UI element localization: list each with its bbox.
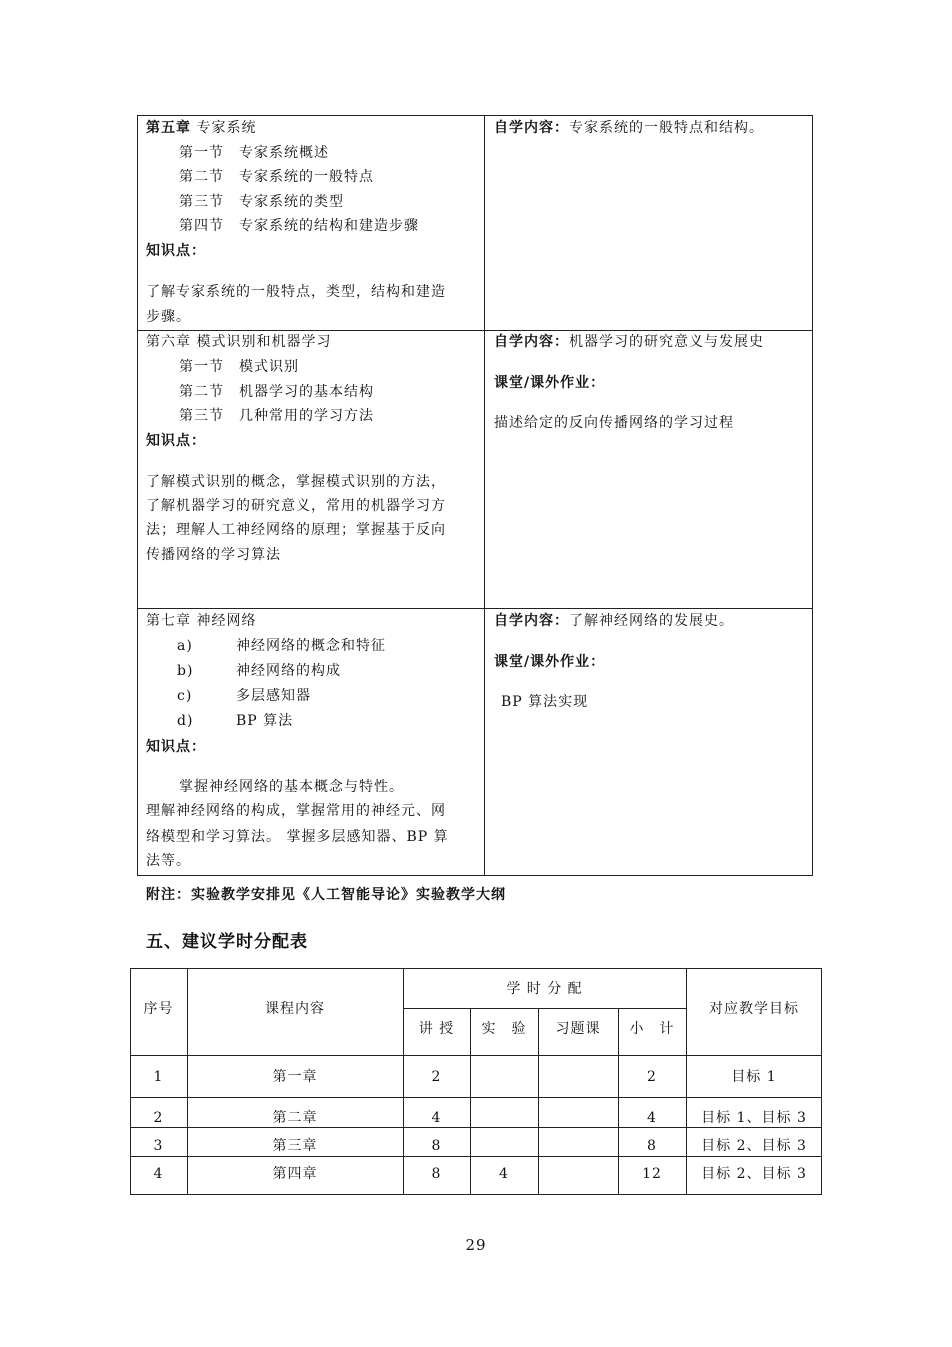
ch7-item-marker: c)	[177, 688, 193, 704]
ch6-kp-line: 了解模式识别的概念，掌握模式识别的方法，	[146, 474, 446, 490]
ch5-kp-line: 步骤。	[146, 309, 191, 325]
page-number: 29	[465, 1236, 487, 1254]
header-goal: 对应教学目标	[709, 1001, 799, 1017]
ch6-kp-line: 了解机器学习的研究意义，常用的机器学习方	[146, 498, 446, 514]
lab-note: 附注：实验教学安排见《人工智能导论》实验教学大纲	[146, 887, 506, 903]
header-no: 序号	[143, 1001, 174, 1017]
ch7-heading: 第七章 神经网络	[146, 613, 257, 629]
ch7-item-marker: b)	[177, 663, 194, 679]
ch5-kp-line: 了解专家系统的一般特点，类型，结构和建造	[146, 284, 446, 300]
ch6-self-study: 自学内容：机器学习的研究意义与发展史	[494, 334, 764, 350]
ch7-kp-line: 掌握神经网络的基本概念与特性。	[179, 779, 404, 795]
ch7-item-text: BP 算法	[236, 713, 294, 729]
ch7-item-text: 神经网络的构成	[236, 663, 341, 679]
ch6-homework-text: 描述给定的反向传播网络的学习过程	[494, 415, 734, 431]
ch5-kp-label: 知识点：	[146, 243, 206, 259]
ch6-homework-label: 课堂/课外作业：	[494, 375, 606, 391]
table-row-subtotal: 8	[647, 1138, 657, 1154]
table-row-lecture: 2	[431, 1069, 442, 1085]
table-row-subtotal: 12	[642, 1166, 662, 1182]
table-row-no: 2	[153, 1110, 164, 1126]
ch7-kp-line: 络模型和学习算法。 掌握多层感知器、BP 算	[146, 829, 449, 845]
table-row-lecture: 4	[431, 1110, 442, 1126]
ch6-section: 第一节 模式识别	[179, 359, 299, 375]
table-row-lecture: 8	[431, 1166, 442, 1182]
ch6-kp-line: 法；理解人工神经网络的原理；掌握基于反向	[146, 522, 446, 538]
table-row-no: 4	[153, 1166, 164, 1182]
ch7-kp-line: 理解神经网络的构成，掌握常用的神经元、网	[146, 803, 446, 819]
ch5-heading: 第五章 专家系统	[146, 120, 257, 136]
table-row-content: 第一章	[272, 1069, 318, 1085]
table-row-no: 3	[153, 1138, 164, 1154]
table-row-goal: 目标 2、目标 3	[701, 1138, 807, 1154]
table-row-lab: 4	[499, 1166, 509, 1182]
ch6-section: 第三节 几种常用的学习方法	[179, 408, 374, 424]
table-row-content: 第三章	[272, 1138, 318, 1154]
ch5-section: 第四节 专家系统的结构和建造步骤	[179, 218, 419, 234]
table-row-goal: 目标 1、目标 3	[701, 1110, 807, 1126]
table-row-content: 第四章	[272, 1166, 318, 1182]
header-allocation: 学 时 分 配	[506, 981, 583, 997]
header-lab: 实 验	[481, 1021, 527, 1037]
ch6-kp-label: 知识点：	[146, 433, 206, 449]
ch5-section: 第三节 专家系统的类型	[179, 194, 344, 210]
ch6-heading: 第六章 模式识别和机器学习	[146, 334, 332, 350]
table-row-goal: 目标 1	[731, 1069, 777, 1085]
ch6-kp-line: 传播网络的学习算法	[146, 547, 281, 563]
ch7-item-marker: d)	[177, 713, 194, 729]
ch7-kp-label: 知识点：	[146, 739, 206, 755]
ch7-item-text: 神经网络的概念和特征	[236, 638, 386, 654]
table-row-no: 1	[153, 1069, 164, 1085]
ch7-self-study: 自学内容：了解神经网络的发展史。	[494, 613, 734, 629]
header-exercise: 习题课	[555, 1021, 601, 1037]
table-row-lecture: 8	[431, 1138, 442, 1154]
ch5-section: 第二节 专家系统的一般特点	[179, 169, 374, 185]
ch7-homework-text: BP 算法实现	[501, 694, 589, 710]
table-row-goal: 目标 2、目标 3	[701, 1166, 807, 1182]
table-row-content: 第二章	[272, 1110, 318, 1126]
ch7-homework-label: 课堂/课外作业：	[494, 654, 606, 670]
ch6-section: 第二节 机器学习的基本结构	[179, 384, 374, 400]
table-row-subtotal: 4	[647, 1110, 657, 1126]
ch5-section: 第一节 专家系统概述	[179, 145, 329, 161]
section-title: 五、建议学时分配表	[146, 932, 308, 952]
header-subtotal: 小 计	[629, 1021, 675, 1037]
ch7-item-marker: a)	[177, 638, 193, 654]
ch5-self-study: 自学内容：专家系统的一般特点和结构。	[494, 120, 764, 136]
ch7-item-text: 多层感知器	[236, 688, 311, 704]
ch7-kp-line: 法等。	[146, 853, 191, 869]
table-row-subtotal: 2	[647, 1069, 657, 1085]
header-content: 课程内容	[265, 1001, 325, 1017]
header-lecture: 讲 授	[418, 1021, 455, 1037]
